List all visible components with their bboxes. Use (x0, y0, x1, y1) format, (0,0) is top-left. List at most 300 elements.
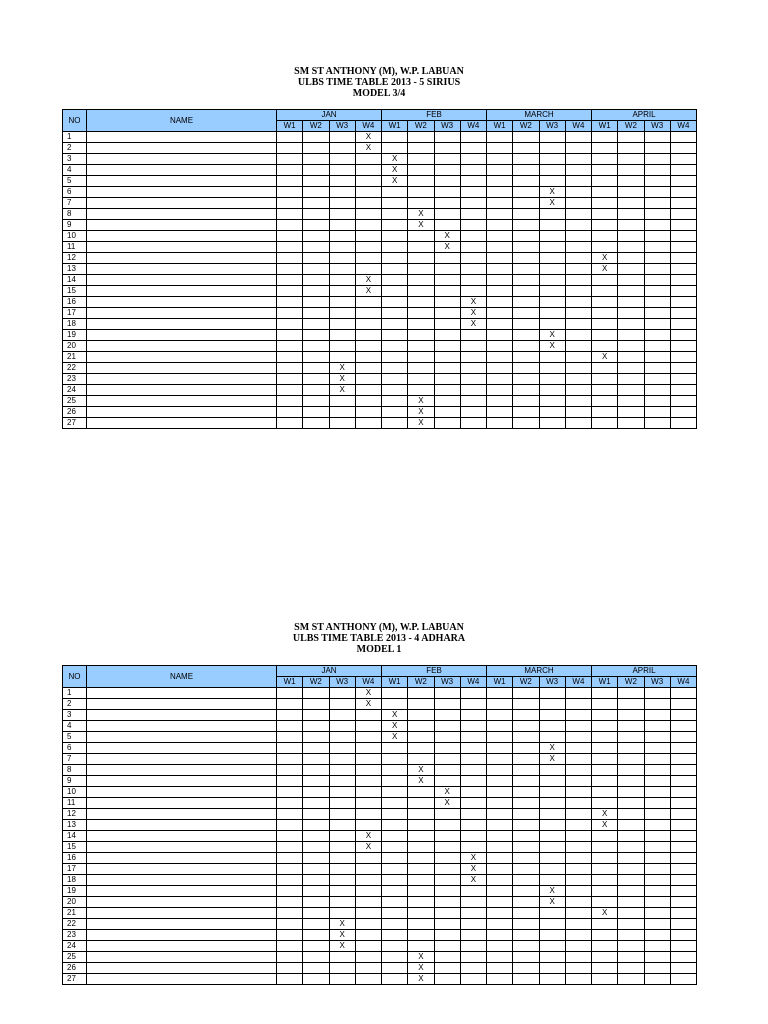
week-cell (303, 897, 329, 908)
week-cell (592, 143, 618, 154)
week-cell (355, 198, 381, 209)
row-number: 25 (63, 952, 87, 963)
header-month: FEB (382, 110, 487, 121)
week-cell (670, 297, 696, 308)
week-cell (460, 897, 486, 908)
schedule-mark: X (460, 853, 486, 864)
week-cell (670, 165, 696, 176)
week-cell (303, 352, 329, 363)
schedule-mark: X (355, 143, 381, 154)
week-cell (329, 198, 355, 209)
header-name: NAME (87, 110, 277, 132)
week-cell (487, 974, 513, 985)
week-cell (670, 974, 696, 985)
week-cell (408, 897, 434, 908)
row-number: 15 (63, 842, 87, 853)
week-cell (565, 721, 591, 732)
week-cell (382, 897, 408, 908)
week-cell (513, 253, 539, 264)
week-cell (565, 886, 591, 897)
week-cell (565, 831, 591, 842)
table-row (63, 297, 697, 308)
week-cell (408, 187, 434, 198)
header-week: W4 (355, 121, 381, 132)
week-cell (382, 198, 408, 209)
week-cell (513, 765, 539, 776)
week-cell (434, 297, 460, 308)
header-week: W1 (487, 121, 513, 132)
week-cell (513, 242, 539, 253)
week-cell (460, 842, 486, 853)
table-row (63, 220, 697, 231)
week-cell (513, 798, 539, 809)
table-row (63, 798, 697, 809)
week-cell (670, 253, 696, 264)
schedule-mark: X (355, 286, 381, 297)
week-cell (644, 754, 670, 765)
table-row (63, 143, 697, 154)
week-cell (670, 352, 696, 363)
row-number: 16 (63, 853, 87, 864)
week-cell (355, 165, 381, 176)
week-cell (618, 132, 644, 143)
table-row (63, 732, 697, 743)
week-cell (408, 264, 434, 275)
header-week: W3 (539, 677, 565, 688)
week-cell (277, 952, 303, 963)
week-cell (644, 143, 670, 154)
week-cell (355, 396, 381, 407)
row-number: 26 (63, 407, 87, 418)
week-cell (408, 809, 434, 820)
week-cell (644, 341, 670, 352)
table-row (63, 330, 697, 341)
week-cell (329, 330, 355, 341)
table-row (63, 407, 697, 418)
week-cell (670, 930, 696, 941)
week-cell (277, 831, 303, 842)
header-week: W4 (670, 121, 696, 132)
week-cell (460, 930, 486, 941)
week-cell (434, 919, 460, 930)
name-cell (87, 374, 277, 385)
week-cell (382, 308, 408, 319)
week-cell (539, 308, 565, 319)
week-cell (565, 776, 591, 787)
week-cell (329, 798, 355, 809)
week-cell (487, 798, 513, 809)
week-cell (565, 297, 591, 308)
row-number: 25 (63, 396, 87, 407)
week-cell (277, 754, 303, 765)
week-cell (460, 418, 486, 429)
table-row (63, 831, 697, 842)
week-cell (460, 231, 486, 242)
header-month: FEB (382, 666, 487, 677)
week-cell (408, 743, 434, 754)
week-cell (303, 231, 329, 242)
week-cell (303, 908, 329, 919)
model-label: MODEL 1 (356, 644, 402, 655)
row-number: 7 (63, 198, 87, 209)
week-cell (303, 710, 329, 721)
week-cell (539, 253, 565, 264)
week-cell (303, 143, 329, 154)
week-cell (277, 198, 303, 209)
week-cell (303, 319, 329, 330)
table-row (63, 418, 697, 429)
week-cell (303, 688, 329, 699)
week-cell (513, 319, 539, 330)
week-cell (460, 374, 486, 385)
name-cell (87, 143, 277, 154)
week-cell (329, 831, 355, 842)
week-cell (277, 253, 303, 264)
week-cell (670, 187, 696, 198)
week-cell (565, 974, 591, 985)
week-cell (303, 176, 329, 187)
week-cell (329, 165, 355, 176)
week-cell (329, 908, 355, 919)
week-cell (303, 886, 329, 897)
week-cell (644, 264, 670, 275)
table-row (63, 352, 697, 363)
row-number: 14 (63, 275, 87, 286)
row-number: 22 (63, 363, 87, 374)
week-cell (539, 798, 565, 809)
table-row (63, 787, 697, 798)
week-cell (644, 154, 670, 165)
week-cell (460, 732, 486, 743)
week-cell (434, 963, 460, 974)
week-cell (618, 908, 644, 919)
week-cell (434, 330, 460, 341)
week-cell (382, 886, 408, 897)
name-cell (87, 765, 277, 776)
week-cell (382, 754, 408, 765)
timetable-section-2 (62, 622, 696, 985)
week-cell (460, 330, 486, 341)
week-cell (303, 418, 329, 429)
table-row (63, 721, 697, 732)
week-cell (355, 341, 381, 352)
week-cell (487, 699, 513, 710)
week-cell (460, 187, 486, 198)
week-cell (618, 407, 644, 418)
week-cell (539, 143, 565, 154)
week-cell (592, 875, 618, 886)
week-cell (487, 341, 513, 352)
header-month: APRIL (592, 666, 697, 677)
schedule-mark: X (592, 809, 618, 820)
header-week: W2 (513, 677, 539, 688)
week-cell (329, 319, 355, 330)
week-cell (513, 776, 539, 787)
name-cell (87, 231, 277, 242)
week-cell (408, 787, 434, 798)
week-cell (618, 798, 644, 809)
week-cell (644, 418, 670, 429)
schedule-mark: X (329, 919, 355, 930)
week-cell (539, 385, 565, 396)
week-cell (513, 209, 539, 220)
schedule-mark: X (329, 374, 355, 385)
week-cell (487, 875, 513, 886)
header-week: W1 (487, 677, 513, 688)
row-number: 24 (63, 385, 87, 396)
week-cell (539, 831, 565, 842)
week-cell (565, 875, 591, 886)
week-cell (487, 842, 513, 853)
week-cell (303, 776, 329, 787)
row-number: 20 (63, 341, 87, 352)
school-name: SM ST ANTHONY (M), W.P. LABUAN (294, 66, 464, 77)
table-row (63, 176, 697, 187)
week-cell (460, 886, 486, 897)
week-cell (460, 275, 486, 286)
week-cell (460, 787, 486, 798)
week-cell (277, 787, 303, 798)
schedule-mark: X (355, 699, 381, 710)
row-number: 14 (63, 831, 87, 842)
week-cell (592, 308, 618, 319)
timetable-section-1 (62, 66, 696, 429)
week-cell (277, 853, 303, 864)
week-cell (539, 908, 565, 919)
week-cell (592, 699, 618, 710)
week-cell (539, 275, 565, 286)
name-cell (87, 743, 277, 754)
week-cell (460, 963, 486, 974)
week-cell (513, 286, 539, 297)
week-cell (592, 732, 618, 743)
week-cell (329, 231, 355, 242)
week-cell (355, 319, 381, 330)
week-cell (303, 798, 329, 809)
week-cell (565, 688, 591, 699)
week-cell (670, 308, 696, 319)
schedule-mark: X (592, 253, 618, 264)
week-cell (303, 132, 329, 143)
week-cell (408, 688, 434, 699)
row-number: 2 (63, 699, 87, 710)
week-cell (329, 242, 355, 253)
week-cell (408, 864, 434, 875)
week-cell (618, 864, 644, 875)
week-cell (303, 198, 329, 209)
week-cell (592, 418, 618, 429)
week-cell (487, 820, 513, 831)
week-cell (303, 732, 329, 743)
week-cell (460, 908, 486, 919)
week-cell (592, 198, 618, 209)
week-cell (670, 743, 696, 754)
week-cell (460, 941, 486, 952)
week-cell (277, 396, 303, 407)
table-row (63, 820, 697, 831)
week-cell (408, 908, 434, 919)
week-cell (487, 853, 513, 864)
week-cell (355, 385, 381, 396)
week-cell (565, 732, 591, 743)
name-cell (87, 820, 277, 831)
week-cell (487, 396, 513, 407)
week-cell (644, 864, 670, 875)
week-cell (670, 886, 696, 897)
row-number: 3 (63, 154, 87, 165)
week-cell (513, 952, 539, 963)
week-cell (592, 176, 618, 187)
schedule-mark: X (408, 765, 434, 776)
week-cell (382, 231, 408, 242)
week-cell (513, 132, 539, 143)
week-cell (513, 341, 539, 352)
schedule-mark: X (434, 798, 460, 809)
week-cell (329, 341, 355, 352)
row-number: 5 (63, 732, 87, 743)
week-cell (539, 176, 565, 187)
week-cell (539, 352, 565, 363)
week-cell (670, 286, 696, 297)
week-cell (355, 721, 381, 732)
header-week: W2 (618, 677, 644, 688)
week-cell (277, 242, 303, 253)
week-cell (434, 396, 460, 407)
header-week: W4 (670, 677, 696, 688)
week-cell (408, 732, 434, 743)
week-cell (277, 875, 303, 886)
week-cell (670, 688, 696, 699)
week-cell (303, 374, 329, 385)
schedule-mark: X (329, 941, 355, 952)
week-cell (355, 242, 381, 253)
week-cell (513, 820, 539, 831)
week-cell (434, 853, 460, 864)
week-cell (670, 721, 696, 732)
week-cell (513, 941, 539, 952)
week-cell (329, 776, 355, 787)
schedule-mark: X (460, 308, 486, 319)
week-cell (670, 418, 696, 429)
week-cell (434, 776, 460, 787)
week-cell (644, 798, 670, 809)
week-cell (565, 897, 591, 908)
week-cell (460, 242, 486, 253)
week-cell (382, 787, 408, 798)
header-week: W3 (539, 121, 565, 132)
schedule-mark: X (408, 407, 434, 418)
week-cell (434, 743, 460, 754)
schedule-mark: X (382, 154, 408, 165)
week-cell (408, 941, 434, 952)
row-number: 12 (63, 809, 87, 820)
week-cell (644, 352, 670, 363)
week-cell (408, 176, 434, 187)
week-cell (434, 176, 460, 187)
header-name: NAME (87, 666, 277, 688)
week-cell (408, 820, 434, 831)
week-cell (382, 842, 408, 853)
week-cell (355, 374, 381, 385)
row-number: 11 (63, 242, 87, 253)
week-cell (303, 396, 329, 407)
week-cell (618, 710, 644, 721)
week-cell (355, 732, 381, 743)
week-cell (487, 407, 513, 418)
week-cell (277, 842, 303, 853)
week-cell (355, 330, 381, 341)
week-cell (434, 908, 460, 919)
table-row (63, 710, 697, 721)
week-cell (303, 721, 329, 732)
week-cell (434, 974, 460, 985)
week-cell (434, 875, 460, 886)
week-cell (592, 132, 618, 143)
name-cell (87, 176, 277, 187)
week-cell (303, 297, 329, 308)
week-cell (408, 319, 434, 330)
week-cell (539, 875, 565, 886)
week-cell (487, 743, 513, 754)
week-cell (539, 842, 565, 853)
week-cell (618, 198, 644, 209)
week-cell (539, 132, 565, 143)
week-cell (487, 176, 513, 187)
week-cell (644, 688, 670, 699)
week-cell (513, 710, 539, 721)
week-cell (592, 710, 618, 721)
week-cell (618, 275, 644, 286)
week-cell (565, 264, 591, 275)
row-number: 4 (63, 721, 87, 732)
week-cell (592, 952, 618, 963)
week-cell (513, 264, 539, 275)
name-cell (87, 886, 277, 897)
week-cell (670, 198, 696, 209)
week-cell (670, 407, 696, 418)
week-cell (277, 886, 303, 897)
name-cell (87, 385, 277, 396)
week-cell (303, 220, 329, 231)
week-cell (434, 886, 460, 897)
table-row (63, 941, 697, 952)
week-cell (434, 198, 460, 209)
week-cell (487, 363, 513, 374)
week-cell (565, 374, 591, 385)
week-cell (565, 765, 591, 776)
week-cell (460, 820, 486, 831)
week-cell (565, 275, 591, 286)
week-cell (618, 209, 644, 220)
week-cell (539, 864, 565, 875)
week-cell (382, 952, 408, 963)
name-cell (87, 853, 277, 864)
row-number: 2 (63, 143, 87, 154)
week-cell (277, 385, 303, 396)
name-cell (87, 710, 277, 721)
week-cell (539, 919, 565, 930)
schedule-mark: X (434, 787, 460, 798)
timetable-name: ULBS TIME TABLE 2013 - 5 SIRIUS (297, 77, 461, 88)
week-cell (565, 952, 591, 963)
week-cell (618, 776, 644, 787)
week-cell (408, 385, 434, 396)
table-row (63, 952, 697, 963)
name-cell (87, 297, 277, 308)
week-cell (644, 209, 670, 220)
week-cell (487, 187, 513, 198)
schedule-mark: X (382, 710, 408, 721)
